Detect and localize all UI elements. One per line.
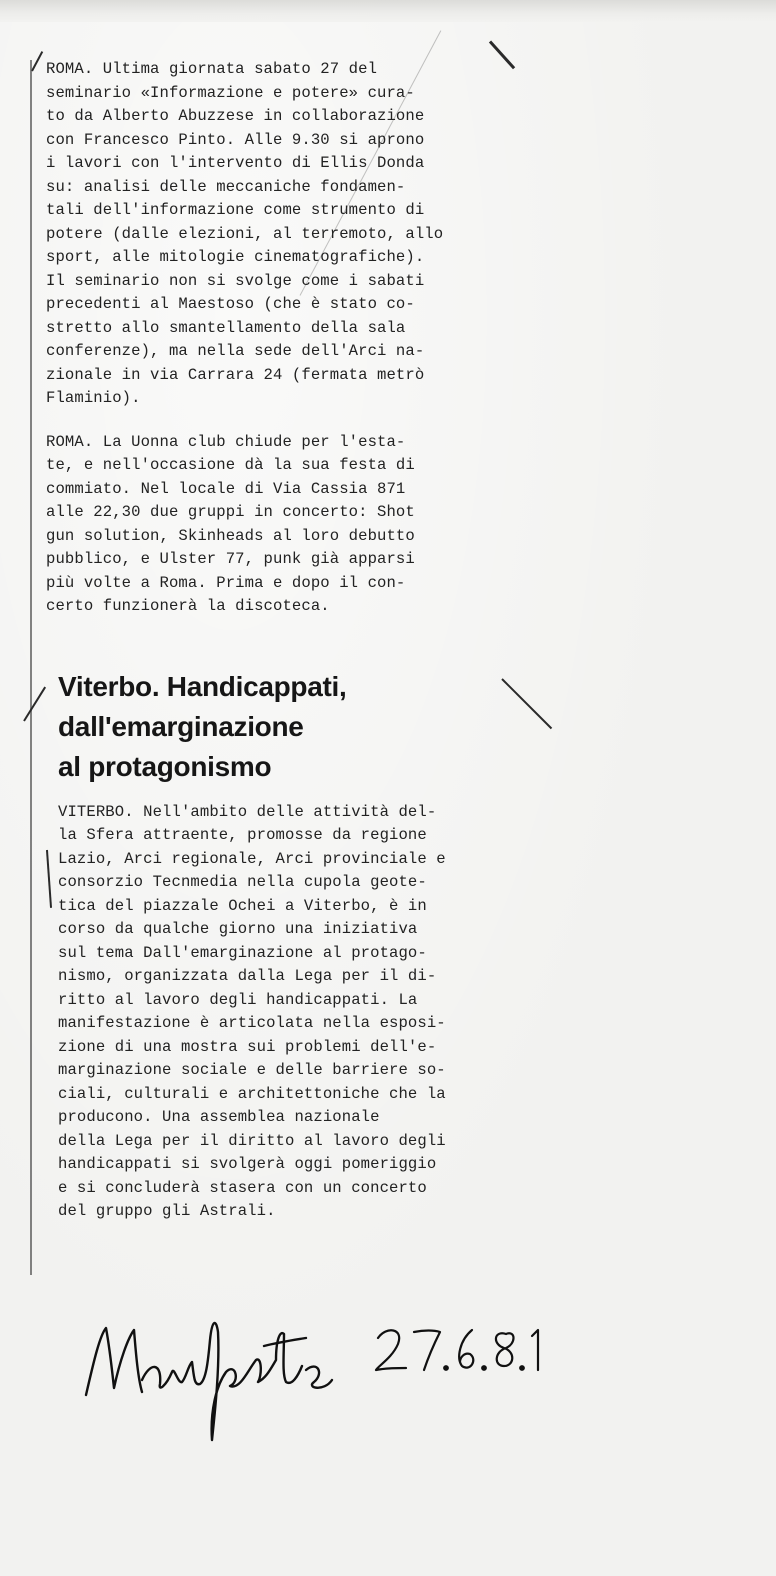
text-line: handicappati si svolgerà oggi pomeriggio: [58, 1155, 437, 1173]
pen-mark: [23, 687, 46, 722]
text-line: ROMA. Ultima giornata sabato 27 del: [46, 60, 378, 78]
text-line: i lavori con l'intervento di Ellis Donda: [46, 154, 425, 172]
text-line: seminario «Informazione e potere» cura-: [46, 83, 415, 102]
text-line: e si concluderà stasera con un concerto: [58, 1178, 427, 1197]
text-line: Lazio, Arci regionale, Arci provinciale e: [58, 849, 446, 868]
text-line: te, e nell'occasione dà la sua festa di: [46, 456, 415, 474]
text-line: ciali, culturali e architettoniche che la: [58, 1084, 446, 1103]
text-line: Il seminario non si svolge come i sabati: [46, 271, 425, 290]
text-line: con Francesco Pinto. Alle 9.30 si aprono: [46, 130, 425, 149]
text-line: to da Alberto Abuzzese in collaborazione: [46, 107, 425, 125]
text-line: potere (dalle elezioni, al terremoto, allo: [46, 224, 444, 243]
text-line: sport, alle mitologie cinematografiche).: [46, 248, 425, 266]
text-line: nismo, organizzata dalla Lega per il di-: [58, 967, 437, 985]
scan-top-edge: [0, 0, 776, 22]
column-rule: [30, 60, 32, 1275]
text-line: zione di una mostra sui problemi dell'e-: [58, 1037, 437, 1056]
text-line: tica del piazzale Ochei a Viterbo, è in: [58, 896, 427, 915]
text-line: zionale in via Carrara 24 (fermata metrò: [46, 365, 425, 384]
text-line: pubblico, e Ulster 77, punk già apparsi: [46, 550, 415, 568]
headline-line: dall'emarginazione: [58, 710, 304, 742]
text-line: del gruppo gli Astrali.: [58, 1202, 276, 1220]
text-line: tali dell'informazione come strumento di: [46, 201, 425, 219]
article-headline: [58, 667, 526, 787]
article-viterbo: [58, 801, 526, 1224]
pen-mark: [31, 51, 43, 71]
handwritten-note: [80, 1300, 580, 1450]
text-line: sul tema Dall'emarginazione al protago-: [58, 943, 427, 962]
text-line: corso da qualche giorno una iniziativa: [58, 920, 418, 938]
text-line: Flaminio).: [46, 389, 141, 407]
headline-line: Viterbo. Handicappati,: [58, 670, 347, 702]
text-line: della Lega per il diritto al lavoro degli: [58, 1131, 446, 1150]
text-line: manifestazione è articolata nella esposi-: [58, 1014, 446, 1032]
text-line: ROMA. La Uonna club chiude per l'esta-: [46, 432, 406, 451]
text-line: ritto al lavoro degli handicappati. La: [58, 990, 418, 1009]
text-line: alle 22,30 due gruppi in concerto: Shot: [46, 503, 415, 521]
text-line: commiato. Nel locale di Via Cassia 871: [46, 479, 406, 498]
text-line: consorzio Tecnmedia nella cupola geote-: [58, 873, 427, 891]
text-line: più volte a Roma. Prima e dopo il con-: [46, 573, 406, 592]
text-line: la Sfera attraente, promosse da regione: [58, 826, 427, 844]
text-line: stretto allo smantellamento della sala: [46, 318, 406, 337]
article-roma-seminario: [46, 58, 526, 411]
text-line: conferenze), ma nella sede dell'Arci na-: [46, 342, 425, 360]
text-line: producono. Una assemblea nazionale: [58, 1108, 380, 1126]
article-column: [46, 58, 526, 1224]
text-line: marginazione sociale e delle barriere so-: [58, 1061, 446, 1079]
text-line: su: analisi delle meccaniche fondamen-: [46, 177, 406, 196]
text-line: precedenti al Maestoso (che è stato co-: [46, 295, 415, 313]
article-roma-uonna-club: [46, 431, 526, 619]
text-line: certo funzionerà la discoteca.: [46, 597, 330, 615]
text-line: VITERBO. Nell'ambito delle attività del-: [58, 802, 437, 821]
headline-line: al protagonismo: [58, 750, 272, 782]
text-line: gun solution, Skinheads al loro debutto: [46, 526, 415, 545]
